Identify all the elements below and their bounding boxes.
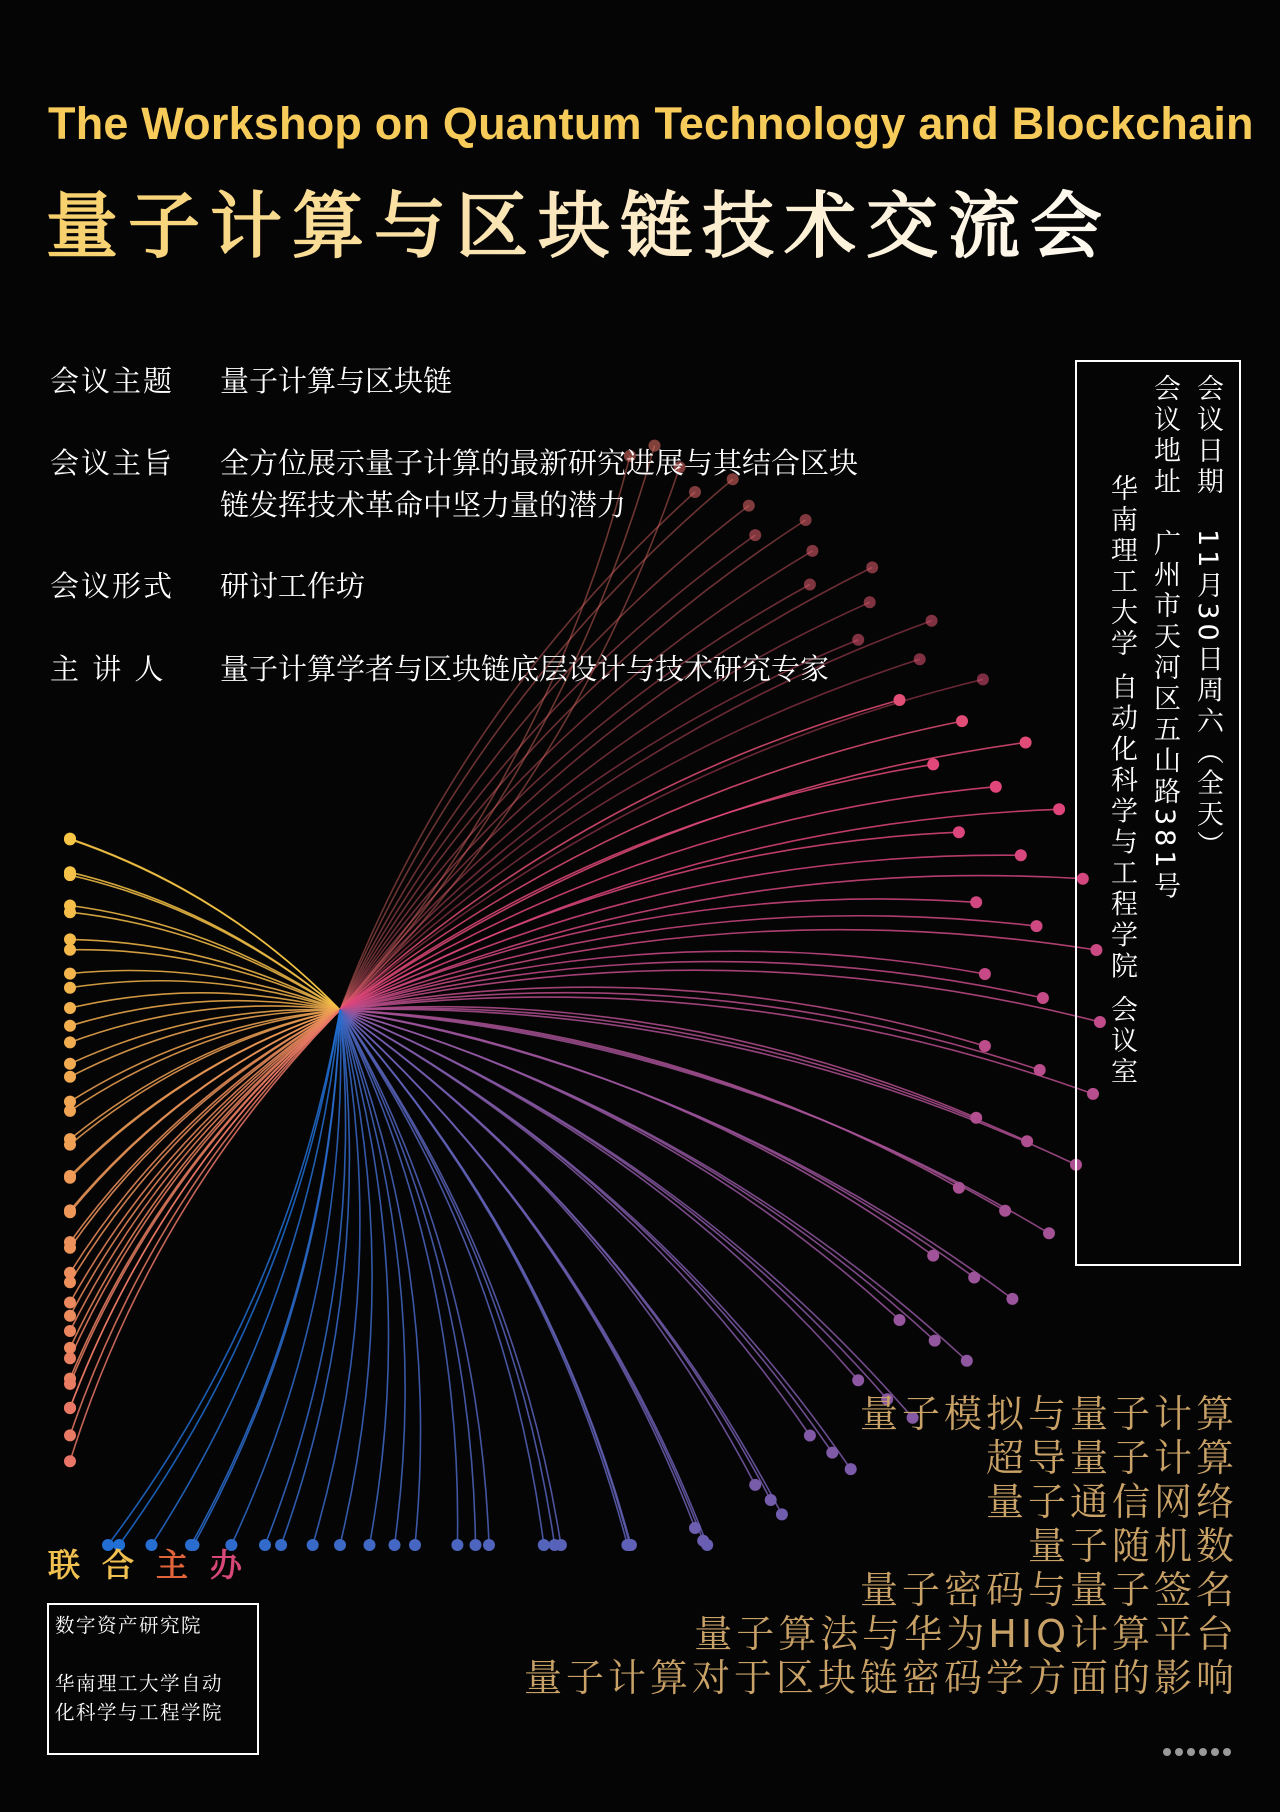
burst-dot xyxy=(64,869,76,881)
dot xyxy=(1175,1748,1183,1756)
burst-dot xyxy=(275,1539,287,1551)
burst-dot xyxy=(926,615,938,627)
topic-item: 量子算法与华为HIQ计算平台 xyxy=(694,1612,1238,1656)
burst-dot xyxy=(956,715,968,727)
speaker-label: 主 讲 人 xyxy=(50,652,166,686)
burst-dot xyxy=(64,1236,76,1248)
burst-dot xyxy=(64,1071,76,1083)
burst-curve xyxy=(108,1010,340,1545)
burst-dot xyxy=(894,1314,906,1326)
dot xyxy=(1199,1748,1207,1756)
format-value: 研讨工作坊 xyxy=(220,569,366,603)
burst-dot xyxy=(64,1139,76,1151)
organizers-title-char: 合 xyxy=(102,1546,157,1584)
burst-dot xyxy=(451,1539,463,1551)
burst-curve xyxy=(70,1010,340,1102)
burst-curve xyxy=(340,551,812,1010)
speaker-value: 量子计算学者与区块链底层设计与技术研究专家 xyxy=(220,652,830,686)
burst-dot xyxy=(852,634,864,646)
burst-curve xyxy=(70,1010,340,1384)
date-value: 11月30日周六（全天） xyxy=(1192,529,1223,862)
title-english: The Workshop on Quantum Technology and Blockchain xyxy=(48,98,1254,149)
burst-dot xyxy=(806,545,818,557)
burst-dot xyxy=(852,1374,864,1386)
burst-curve xyxy=(340,567,872,1010)
format-label: 会议形式 xyxy=(50,569,175,603)
burst-dot xyxy=(64,906,76,918)
burst-curve xyxy=(70,1001,340,1026)
venue-column: 华南理工大学 自动化科学与工程学院 会议室 xyxy=(1106,474,1137,1089)
burst-curve xyxy=(340,659,920,1010)
organizers-title-char: 主 xyxy=(156,1546,211,1584)
info-speaker xyxy=(50,648,1020,690)
burst-dot xyxy=(979,968,991,980)
burst-dot xyxy=(1037,992,1049,1004)
burst-dot xyxy=(64,944,76,956)
burst-dot xyxy=(364,1539,376,1551)
organizers-title xyxy=(48,1540,264,1586)
burst-curve xyxy=(340,1010,458,1545)
theme-label: 会议主题 xyxy=(50,364,175,398)
burst-curve xyxy=(281,1010,349,1545)
dot xyxy=(1187,1748,1195,1756)
burst-curve xyxy=(340,640,858,1010)
burst-dot xyxy=(64,833,76,845)
info-theme xyxy=(50,360,1020,402)
burst-dot xyxy=(64,1378,76,1390)
burst-dot xyxy=(979,1040,991,1052)
burst-dot xyxy=(64,1002,76,1014)
burst-dot xyxy=(64,1429,76,1441)
burst-dot xyxy=(64,968,76,980)
burst-dot xyxy=(307,1539,319,1551)
burst-dot xyxy=(953,826,965,838)
burst-dot xyxy=(970,896,982,908)
burst-dot xyxy=(1020,737,1032,749)
burst-dot xyxy=(1031,920,1043,932)
theme-value: 量子计算与区块链 xyxy=(220,364,453,398)
organizers-box xyxy=(47,1603,259,1755)
burst-dot xyxy=(64,1310,76,1322)
topic-item: 量子计算对于区块链密码学方面的影响 xyxy=(523,1656,1238,1700)
burst-dot xyxy=(961,1355,973,1367)
date-column xyxy=(1188,374,1227,862)
topic-item: 量子通信网络 xyxy=(985,1480,1238,1524)
page-dots-decoration xyxy=(1163,1741,1235,1760)
title-chinese: 量子计算与区块链技术交流会 xyxy=(46,168,1266,272)
burst-dot xyxy=(389,1539,401,1551)
organizer-name: 华南理工大学自动 xyxy=(55,1672,224,1695)
burst-curve xyxy=(70,1010,340,1408)
burst-dot xyxy=(1043,1227,1055,1239)
burst-dot xyxy=(1053,803,1065,815)
burst-curve xyxy=(340,764,933,1010)
topic-item: 量子随机数 xyxy=(1027,1524,1238,1568)
dot xyxy=(1223,1748,1231,1756)
burst-dot xyxy=(64,1204,76,1216)
burst-curve xyxy=(340,1010,489,1545)
info-format xyxy=(50,565,1020,607)
burst-dot xyxy=(64,1058,76,1070)
organizer-name: 化科学与工程学院 xyxy=(55,1701,224,1724)
burst-dot xyxy=(470,1539,482,1551)
burst-curve xyxy=(70,1010,340,1408)
topic-list xyxy=(524,1392,1238,1700)
burst-dot xyxy=(64,1297,76,1309)
burst-dot xyxy=(1006,1293,1018,1305)
burst-curve xyxy=(340,446,655,1010)
burst-curve xyxy=(340,1010,1012,1299)
address-label: 会议地址 xyxy=(1149,374,1180,498)
burst-dot xyxy=(483,1539,495,1551)
topic-item: 量子模拟与量子计算 xyxy=(859,1392,1238,1436)
burst-curve xyxy=(340,1010,933,1256)
organizers-title-char: 联 xyxy=(48,1546,103,1584)
dot xyxy=(1163,1748,1171,1756)
burst-dot xyxy=(64,1267,76,1279)
burst-dot xyxy=(927,758,939,770)
address-column xyxy=(1145,374,1184,903)
burst-dot xyxy=(64,1325,76,1337)
burst-dot xyxy=(409,1539,421,1551)
burst-curve xyxy=(340,721,962,1010)
burst-dot xyxy=(64,1455,76,1467)
burst-curve xyxy=(340,1010,810,1436)
date-label: 会议日期 xyxy=(1192,374,1223,498)
burst-dot xyxy=(990,781,1002,793)
burst-dot xyxy=(64,1036,76,1048)
burst-dot xyxy=(64,933,76,945)
burst-dot xyxy=(749,529,761,541)
address-value: 广州市天河区五山路381号 xyxy=(1149,529,1180,903)
topic-item: 超导量子计算 xyxy=(985,1436,1238,1480)
burst-dot xyxy=(64,1105,76,1117)
burst-dot xyxy=(1015,849,1027,861)
burst-dot xyxy=(334,1539,346,1551)
purpose-line-1: 全方位展示量子计算的最新研究进展与其结合区块 xyxy=(220,446,859,480)
burst-dot xyxy=(64,1352,76,1364)
organizers-title-char: 办 xyxy=(210,1546,265,1584)
purpose-label: 会议主旨 xyxy=(50,446,175,480)
burst-dot xyxy=(64,982,76,994)
info-purpose xyxy=(50,442,1020,526)
details-box xyxy=(1075,360,1241,1266)
burst-dot xyxy=(894,694,906,706)
burst-curve xyxy=(340,1010,900,1320)
dot xyxy=(1211,1748,1219,1756)
burst-dot xyxy=(64,1172,76,1184)
topic-item: 量子密码与量子签名 xyxy=(859,1568,1238,1612)
purpose-line-2: 链发挥技术革命中坚力量的潜力 xyxy=(220,488,627,522)
organizer-name: 数字资产研究院 xyxy=(55,1614,203,1637)
burst-dot xyxy=(64,1402,76,1414)
burst-dot xyxy=(64,1020,76,1032)
